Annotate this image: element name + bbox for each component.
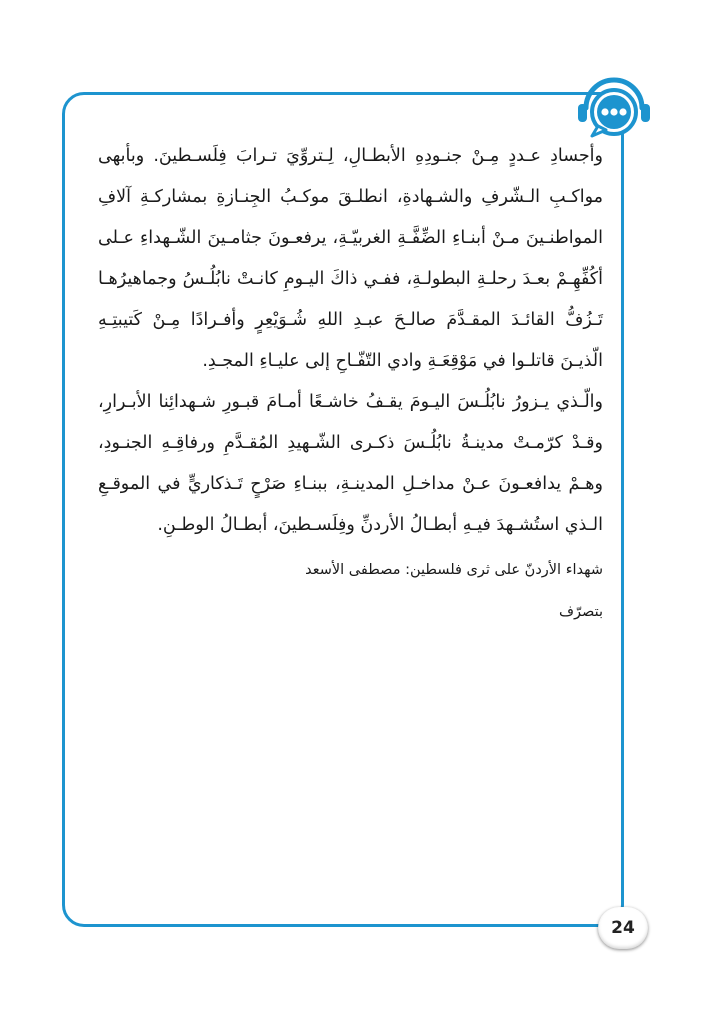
chat-bubble-headset-icon bbox=[572, 68, 656, 142]
paragraph-2: والّـذي يـزورُ نابُلُـسَ اليـومَ يقـفُ خاشـعًا أمـامَ قبـورِ شـهدائِنا الأبـرارِ، وقـدْ كرّمـتْ مدينـةُ نابُلُـسَ ذكـرى الشّـهيدِ المُقـدَّمِ ورفاقِـهِ الجنـودِ، وهـمْ يدافعـونَ عـنْ مداخـلِ المدينـةِ، ببنـاءِ صَرْحٍ تَـذكاريٍّ في الموقـعِ الـذي استُشـهدَ فيـهِ أبطـالُ الأردنِّ وفِلَسـطينَ، أبطـالُ الوطـنِ. bbox=[98, 392, 603, 535]
text-body bbox=[98, 136, 603, 622]
page-number: 24 bbox=[598, 907, 648, 949]
source-note: بتصرّف bbox=[558, 604, 603, 620]
paragraph-1: وأجسادِ عـددٍ مِـنْ جنـودِهِ الأبطـالِ، لِـتروِّيَ تـرابَ فِلَسـطينَ. وبأبهى مواكـبِ الـشّرفِ والشـهادةِ، انطلـقَ موكـبُ الجِنـازةِ بمشاركـةِ آلافِ المواطنـينَ مـنْ أبنـاءِ الضِّفَّـةِ الغربيّـةِ، يرفعـونَ جثامـينَ الشّـهداءِ عـلى أكُفِّهِـمْ بعـدَ رحلـةِ البطولـةِ، ففـي ذاكَ اليـومِ كانـتْ نابُلُـسُ وجماهيرُهـا تَـزُفُّ القائـدَ المقـدَّمَ صالـحَ عبـدِ اللهِ شُـوَيْعِرٍ وأفـرادًا مِـنْ كَتيبتِـهِ الّذيـنَ قاتلـوا في مَوْقِعَـةِ وادي التّفّـاحِ إلى عليـاءِ المجـدِ. bbox=[98, 146, 603, 371]
source-citation: شهداء الأردنّ على ثرى فلسطين: مصطفى الأسعد bbox=[305, 562, 603, 578]
